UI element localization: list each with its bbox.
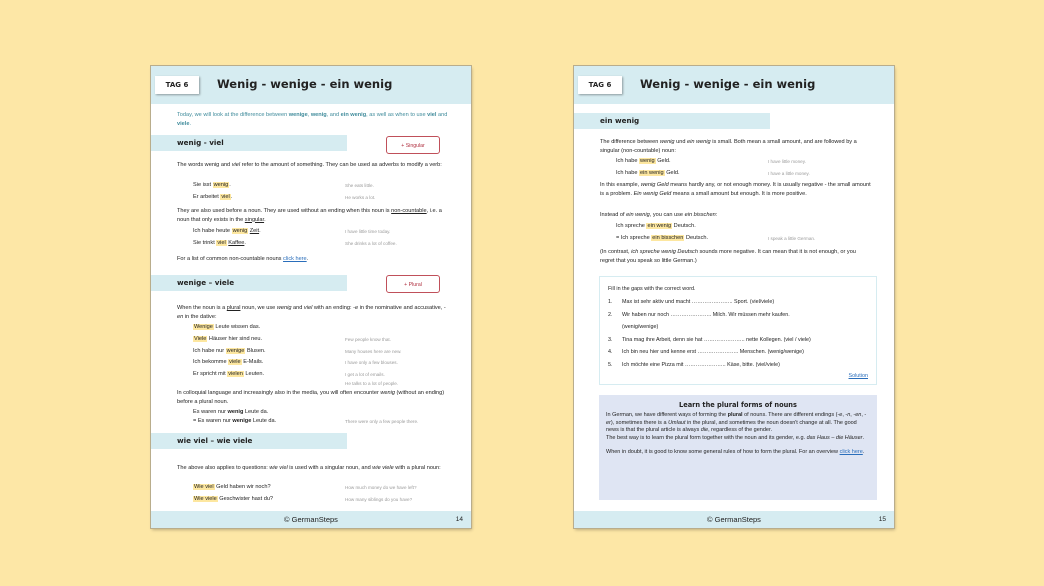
text-span: in the dative: bbox=[183, 313, 217, 320]
text-span: Ich habe bbox=[616, 169, 640, 176]
example-sentence bbox=[177, 494, 449, 506]
text-span: with an ending: - bbox=[312, 305, 355, 311]
text-span: ), sometimes there is a bbox=[610, 419, 669, 426]
text-span: = Ich spreche bbox=[616, 234, 652, 241]
highlighted-word: ein bisschen bbox=[652, 234, 684, 241]
translation: I have a little money. bbox=[768, 170, 810, 176]
item-text: Ich bin neu hier und kenne erst ………………….. Menschen. (wenig/wenige) bbox=[622, 349, 804, 355]
text-span: Instead of bbox=[600, 212, 627, 218]
text-span: Ich habe heute bbox=[193, 228, 232, 234]
text-span: (without an ending) before a plural noun. bbox=[177, 390, 445, 405]
example-sentence bbox=[177, 334, 449, 346]
italic-text: wie viele bbox=[372, 465, 394, 471]
text-span: Ich habe bbox=[616, 158, 640, 164]
italic-text: die bbox=[700, 427, 709, 434]
exercise-item bbox=[608, 321, 870, 334]
item-text: Wir haben nur noch ………………….. Milch. Wir müssen mehr kaufen. bbox=[622, 311, 790, 318]
paragraph bbox=[600, 181, 872, 198]
italic-text: viel bbox=[231, 162, 241, 168]
page-header bbox=[574, 66, 894, 104]
item-number: 5. bbox=[608, 361, 613, 368]
italic-text: wenig bbox=[276, 305, 292, 311]
text-span: Leute da. bbox=[243, 409, 269, 415]
text-span: . bbox=[862, 434, 865, 441]
highlighted-word: Wie viel bbox=[194, 484, 214, 490]
text-span: is small. Both mean a small amount, and are followed by a singular (non-countable) noun: bbox=[600, 139, 857, 154]
solution-link[interactable]: Solution bbox=[848, 373, 868, 379]
highlighted-word: viel bbox=[221, 193, 230, 200]
text-span: , regardless of the gender. bbox=[708, 427, 773, 434]
example-list bbox=[177, 180, 449, 204]
text-span: noun, we use bbox=[240, 305, 277, 311]
translation: I have little time today. bbox=[345, 229, 391, 234]
highlighted-word: wenig bbox=[640, 158, 655, 164]
bold-text: wenig bbox=[227, 409, 244, 415]
example-sentence bbox=[600, 168, 872, 180]
highlighted-word: Wenige bbox=[194, 324, 213, 330]
item-number: 1. bbox=[608, 299, 613, 305]
german-sentence bbox=[616, 223, 696, 229]
section-heading-wenige-viele: wenige – viele bbox=[151, 275, 347, 291]
paragraph bbox=[177, 207, 449, 224]
page-footer bbox=[574, 511, 894, 528]
text-span: Ich habe nur bbox=[193, 347, 226, 354]
day-tag: TAG 6 bbox=[578, 76, 622, 94]
text-span: The best way is to learn the plural form together with the noun and its gender, e.g. bbox=[606, 434, 807, 441]
german-sentence bbox=[616, 158, 671, 164]
text-span: in the plural, and sometimes the noun doesn't change at all. The good news is that the plural article is always bbox=[606, 419, 857, 434]
translation: I have only a few blouses. bbox=[345, 360, 398, 366]
highlighted-word: ein wenig bbox=[640, 169, 664, 176]
info-paragraph bbox=[606, 449, 870, 457]
translation: I get a lot of emails. bbox=[345, 372, 385, 378]
bold-text: viel bbox=[427, 112, 437, 118]
link[interactable]: click here bbox=[839, 449, 863, 456]
section-heading-ein-wenig: ein wenig bbox=[574, 113, 770, 129]
text-span: . bbox=[230, 193, 233, 200]
text-span: Ich spreche bbox=[616, 223, 647, 229]
page-number: 15 bbox=[878, 516, 886, 523]
exercise-item bbox=[608, 309, 870, 322]
text-span: (In contrast, bbox=[600, 249, 632, 255]
text-span: In colloquial language and increasingly also in the media, you will often encounter bbox=[177, 390, 381, 396]
plural-info-box bbox=[599, 395, 877, 500]
text-span: , - bbox=[850, 412, 856, 418]
text-span: . bbox=[189, 120, 192, 127]
example-sentence bbox=[177, 180, 449, 192]
underlined-text: non-countable bbox=[391, 208, 427, 214]
item-text: Max ist sehr aktiv und macht ………………….. Sport. (viel/viele) bbox=[622, 299, 775, 305]
text-span: Geld. bbox=[664, 169, 680, 176]
german-sentence bbox=[193, 182, 231, 188]
italic-text: e bbox=[354, 305, 359, 311]
translation: How many siblings do you have? bbox=[345, 496, 413, 502]
german-sentence bbox=[193, 194, 232, 200]
translation: I speak a little German. bbox=[768, 235, 816, 241]
italic-text: e bbox=[839, 412, 843, 418]
example-sentence bbox=[177, 322, 449, 334]
text-span: und bbox=[674, 139, 687, 145]
text-span: , and bbox=[326, 112, 341, 118]
german-sentence bbox=[193, 409, 268, 415]
text-span: = Es waren nur bbox=[193, 418, 233, 424]
example-sentence bbox=[177, 369, 449, 381]
text-span: of nouns. There are different endings (- bbox=[742, 412, 840, 418]
text-span: Deutsch. bbox=[684, 234, 709, 241]
german-sentence bbox=[193, 418, 276, 424]
text-span: . bbox=[229, 182, 231, 188]
exercise-instruction: Fill in the gaps with the correct word. bbox=[608, 286, 696, 292]
highlighted-word: wenige bbox=[226, 347, 245, 354]
italic-text: wenig bbox=[659, 139, 675, 145]
translation: She drinks a lot of coffee. bbox=[345, 240, 397, 246]
italic-text: er bbox=[606, 419, 611, 426]
info-title: Learn the plural forms of nouns bbox=[679, 401, 797, 409]
underlined-text: Kaffee bbox=[228, 239, 245, 246]
text-span: Today, we will look at the difference between bbox=[177, 112, 289, 118]
text-span: In this example, bbox=[600, 182, 641, 188]
text-span: , i.e. a noun that only exists in the bbox=[177, 208, 442, 223]
page-title: Wenig - wenige - ein wenig bbox=[217, 77, 393, 91]
plural-badge: + Plural bbox=[386, 275, 440, 293]
text-span: In German, we have different ways of forming the bbox=[606, 412, 728, 418]
text-span: means hardly any, or not enough money. It is usually negative - the small amount is a problem. bbox=[600, 182, 871, 197]
text-span: They are also used before a noun. They are used without an ending when this noun is bbox=[177, 208, 392, 214]
german-sentence bbox=[193, 484, 271, 490]
singular-badge: + Singular bbox=[386, 136, 440, 154]
german-sentence bbox=[616, 235, 708, 241]
text-span: Ich bekomme bbox=[193, 359, 229, 366]
page-footer bbox=[151, 511, 471, 528]
text-span: The words wenig and bbox=[177, 162, 232, 168]
text-span: Häuser hier sind neu. bbox=[207, 335, 263, 342]
italic-text: en bbox=[177, 313, 184, 320]
text-span: , as well as when to use bbox=[366, 112, 428, 118]
day-tag: TAG 6 bbox=[155, 76, 199, 94]
paragraph bbox=[177, 304, 449, 321]
text-span: : bbox=[715, 212, 718, 218]
exercise-box bbox=[599, 276, 877, 385]
italic-text: Umlaut bbox=[668, 419, 686, 426]
paragraph bbox=[600, 211, 872, 220]
text-span: sounds more negative. It can mean that it is not enough, or you regret that you speak so little German.) bbox=[600, 249, 856, 264]
german-sentence bbox=[193, 348, 266, 354]
text-span: . bbox=[264, 216, 266, 223]
text-span: E-Mails. bbox=[241, 359, 264, 366]
paragraph bbox=[177, 255, 449, 264]
german-sentence bbox=[193, 336, 262, 342]
paragraph bbox=[177, 464, 449, 473]
text-span: . bbox=[862, 449, 865, 456]
example-sentence bbox=[177, 482, 449, 494]
german-sentence bbox=[193, 359, 263, 365]
highlighted-word: wenig bbox=[232, 228, 248, 234]
italic-text: n bbox=[847, 412, 851, 418]
example-sentence bbox=[177, 417, 449, 426]
italic-text: viel bbox=[303, 305, 313, 311]
exercise-item bbox=[608, 334, 870, 347]
bold-text: viele bbox=[177, 120, 190, 127]
text-span: When in doubt, it is good to know some general rules of how to form the plural. For an overview bbox=[606, 449, 840, 456]
copyright: © GermanSteps bbox=[284, 515, 338, 524]
text-span: Leute da. bbox=[251, 418, 277, 424]
example-sentence bbox=[177, 408, 449, 417]
example-sentence bbox=[600, 233, 872, 245]
paragraph bbox=[600, 248, 872, 265]
text-span: and bbox=[291, 305, 304, 311]
text-span: Sie isst bbox=[193, 182, 213, 188]
text-span: Es waren nur bbox=[193, 409, 228, 415]
page-header bbox=[151, 66, 471, 104]
item-text: (wenig/wenige) bbox=[622, 324, 659, 330]
highlighted-word: Wie viele bbox=[194, 495, 217, 502]
item-number: 3. bbox=[608, 336, 613, 343]
example-sentence bbox=[177, 226, 449, 238]
translation: I have little money. bbox=[768, 159, 806, 164]
text-span: Er spricht mit bbox=[193, 371, 228, 378]
translation: He works a lot. bbox=[345, 194, 376, 200]
text-span: Leute wissen das. bbox=[213, 324, 261, 330]
italic-text: ein bisschen bbox=[684, 212, 716, 218]
item-text: Tina mag ihre Arbeit, denn sie hat ………………….. nette Kollegen. (viel / viele) bbox=[622, 336, 811, 343]
bold-text: wenige bbox=[232, 418, 252, 424]
underlined-text: singular bbox=[244, 216, 265, 223]
german-sentence bbox=[193, 324, 260, 330]
text-span: , - bbox=[861, 412, 867, 418]
example-list bbox=[600, 221, 872, 245]
italic-text: wenig Geld bbox=[640, 182, 669, 188]
text-span: and bbox=[436, 112, 448, 118]
info-paragraph bbox=[606, 412, 870, 435]
translation: How much money do we have left? bbox=[345, 485, 417, 490]
text-span: The above also applies to questions: bbox=[177, 465, 270, 471]
link[interactable]: click here bbox=[283, 256, 307, 262]
copyright: © GermanSteps bbox=[707, 515, 761, 524]
italic-text: Ein wenig Geld bbox=[633, 190, 672, 197]
german-sentence bbox=[193, 371, 264, 377]
italic-text: ein wenig bbox=[626, 212, 650, 218]
example-sentence bbox=[600, 156, 872, 168]
text-span: For a list of common non-countable nouns bbox=[177, 256, 284, 262]
text-span: . bbox=[244, 239, 246, 246]
text-span: means a small amount but enough. It is more positive. bbox=[671, 190, 807, 197]
page-title: Wenig - wenige - ein wenig bbox=[640, 77, 816, 91]
highlighted-word: Viele bbox=[194, 335, 207, 342]
highlighted-word: wenig bbox=[213, 182, 229, 188]
translation: Few people know that. bbox=[345, 336, 391, 342]
paragraph bbox=[177, 389, 449, 406]
paragraph bbox=[177, 161, 449, 170]
item-number: 4. bbox=[608, 349, 613, 355]
text-span: Sie trinkt bbox=[193, 239, 217, 246]
translation-row bbox=[177, 381, 449, 388]
italic-text: ich spreche wenig Deutsch bbox=[631, 249, 698, 255]
german-sentence bbox=[193, 240, 246, 246]
highlighted-word: viel bbox=[217, 239, 226, 246]
example-sentence bbox=[600, 221, 872, 233]
translation: She eats little. bbox=[345, 183, 374, 188]
paragraph bbox=[600, 138, 872, 155]
item-text: Ich möchte eine Pizza mit ………………….. Käse, bitte. (viel/viele) bbox=[622, 361, 780, 368]
bold-text: wenige bbox=[288, 112, 308, 118]
text-span: with a plural noun: bbox=[393, 465, 441, 471]
text-span: Blusen. bbox=[245, 347, 266, 354]
intro-text bbox=[177, 111, 449, 128]
item-number: 2. bbox=[608, 311, 613, 318]
text-span: is used with a singular noun, and bbox=[287, 465, 373, 471]
page-14 bbox=[151, 66, 471, 528]
text-span: Geld haben wir noch? bbox=[214, 484, 271, 490]
text-span: Leuten. bbox=[243, 371, 265, 378]
example-sentence bbox=[177, 346, 449, 358]
info-paragraph bbox=[606, 435, 870, 443]
text-span: The difference between bbox=[600, 139, 660, 145]
underlined-text: plural bbox=[226, 305, 241, 311]
text-span: , you can use bbox=[649, 212, 685, 218]
example-sentence bbox=[177, 238, 449, 250]
example-list bbox=[600, 156, 872, 180]
example-sentence bbox=[177, 357, 449, 369]
example-list bbox=[177, 226, 449, 250]
italic-text: wie viel bbox=[269, 465, 288, 471]
italic-text: wenig bbox=[380, 390, 395, 396]
text-span: , bbox=[307, 112, 311, 118]
text-span: , - bbox=[842, 412, 848, 418]
section-heading-wie-viel: wie viel – wie viele bbox=[151, 433, 347, 449]
text-span: Deutsch. bbox=[672, 223, 696, 229]
bold-text: ein wenig bbox=[340, 112, 367, 118]
highlighted-word: ein wenig bbox=[647, 223, 672, 229]
exercise-item bbox=[608, 359, 870, 372]
translation: There were only a few people there. bbox=[345, 419, 419, 424]
italic-text: ein wenig bbox=[687, 139, 711, 145]
underlined-text: Zeit bbox=[249, 228, 260, 234]
italic-text: en bbox=[855, 412, 862, 418]
section-heading-wenig-viel: wenig - viel bbox=[151, 135, 347, 151]
bold-text: wenig bbox=[310, 112, 327, 118]
text-span: When the noun is a bbox=[177, 305, 227, 311]
bold-text: plural bbox=[727, 412, 743, 418]
page-15 bbox=[574, 66, 894, 528]
italic-text: das Haus – die Häuser bbox=[806, 434, 863, 441]
text-span: Geschwister hast du? bbox=[217, 495, 274, 502]
highlighted-word: vielen bbox=[228, 371, 243, 378]
text-span: refer to the amount of something. They can be used as adverbs to modify a verb: bbox=[240, 162, 442, 168]
exercise-item bbox=[608, 346, 870, 359]
example-sentence bbox=[177, 192, 449, 204]
translation: Many houses here are new. bbox=[345, 348, 402, 354]
german-sentence bbox=[193, 228, 261, 234]
exercise-item bbox=[608, 296, 870, 309]
example-list bbox=[177, 482, 449, 506]
translation: He talks to a lot of people. bbox=[345, 381, 399, 386]
text-span: . bbox=[259, 228, 261, 234]
highlighted-word: viele bbox=[229, 359, 241, 366]
page-number: 14 bbox=[455, 516, 463, 523]
german-sentence bbox=[616, 170, 680, 176]
text-span: in the nominative and accusative, - bbox=[358, 305, 446, 311]
text-span: . bbox=[306, 256, 309, 262]
example-list bbox=[177, 408, 449, 426]
text-span: Geld. bbox=[655, 158, 671, 164]
example-list bbox=[177, 322, 449, 381]
text-span: Er arbeitet bbox=[193, 193, 221, 200]
german-sentence bbox=[193, 496, 273, 502]
